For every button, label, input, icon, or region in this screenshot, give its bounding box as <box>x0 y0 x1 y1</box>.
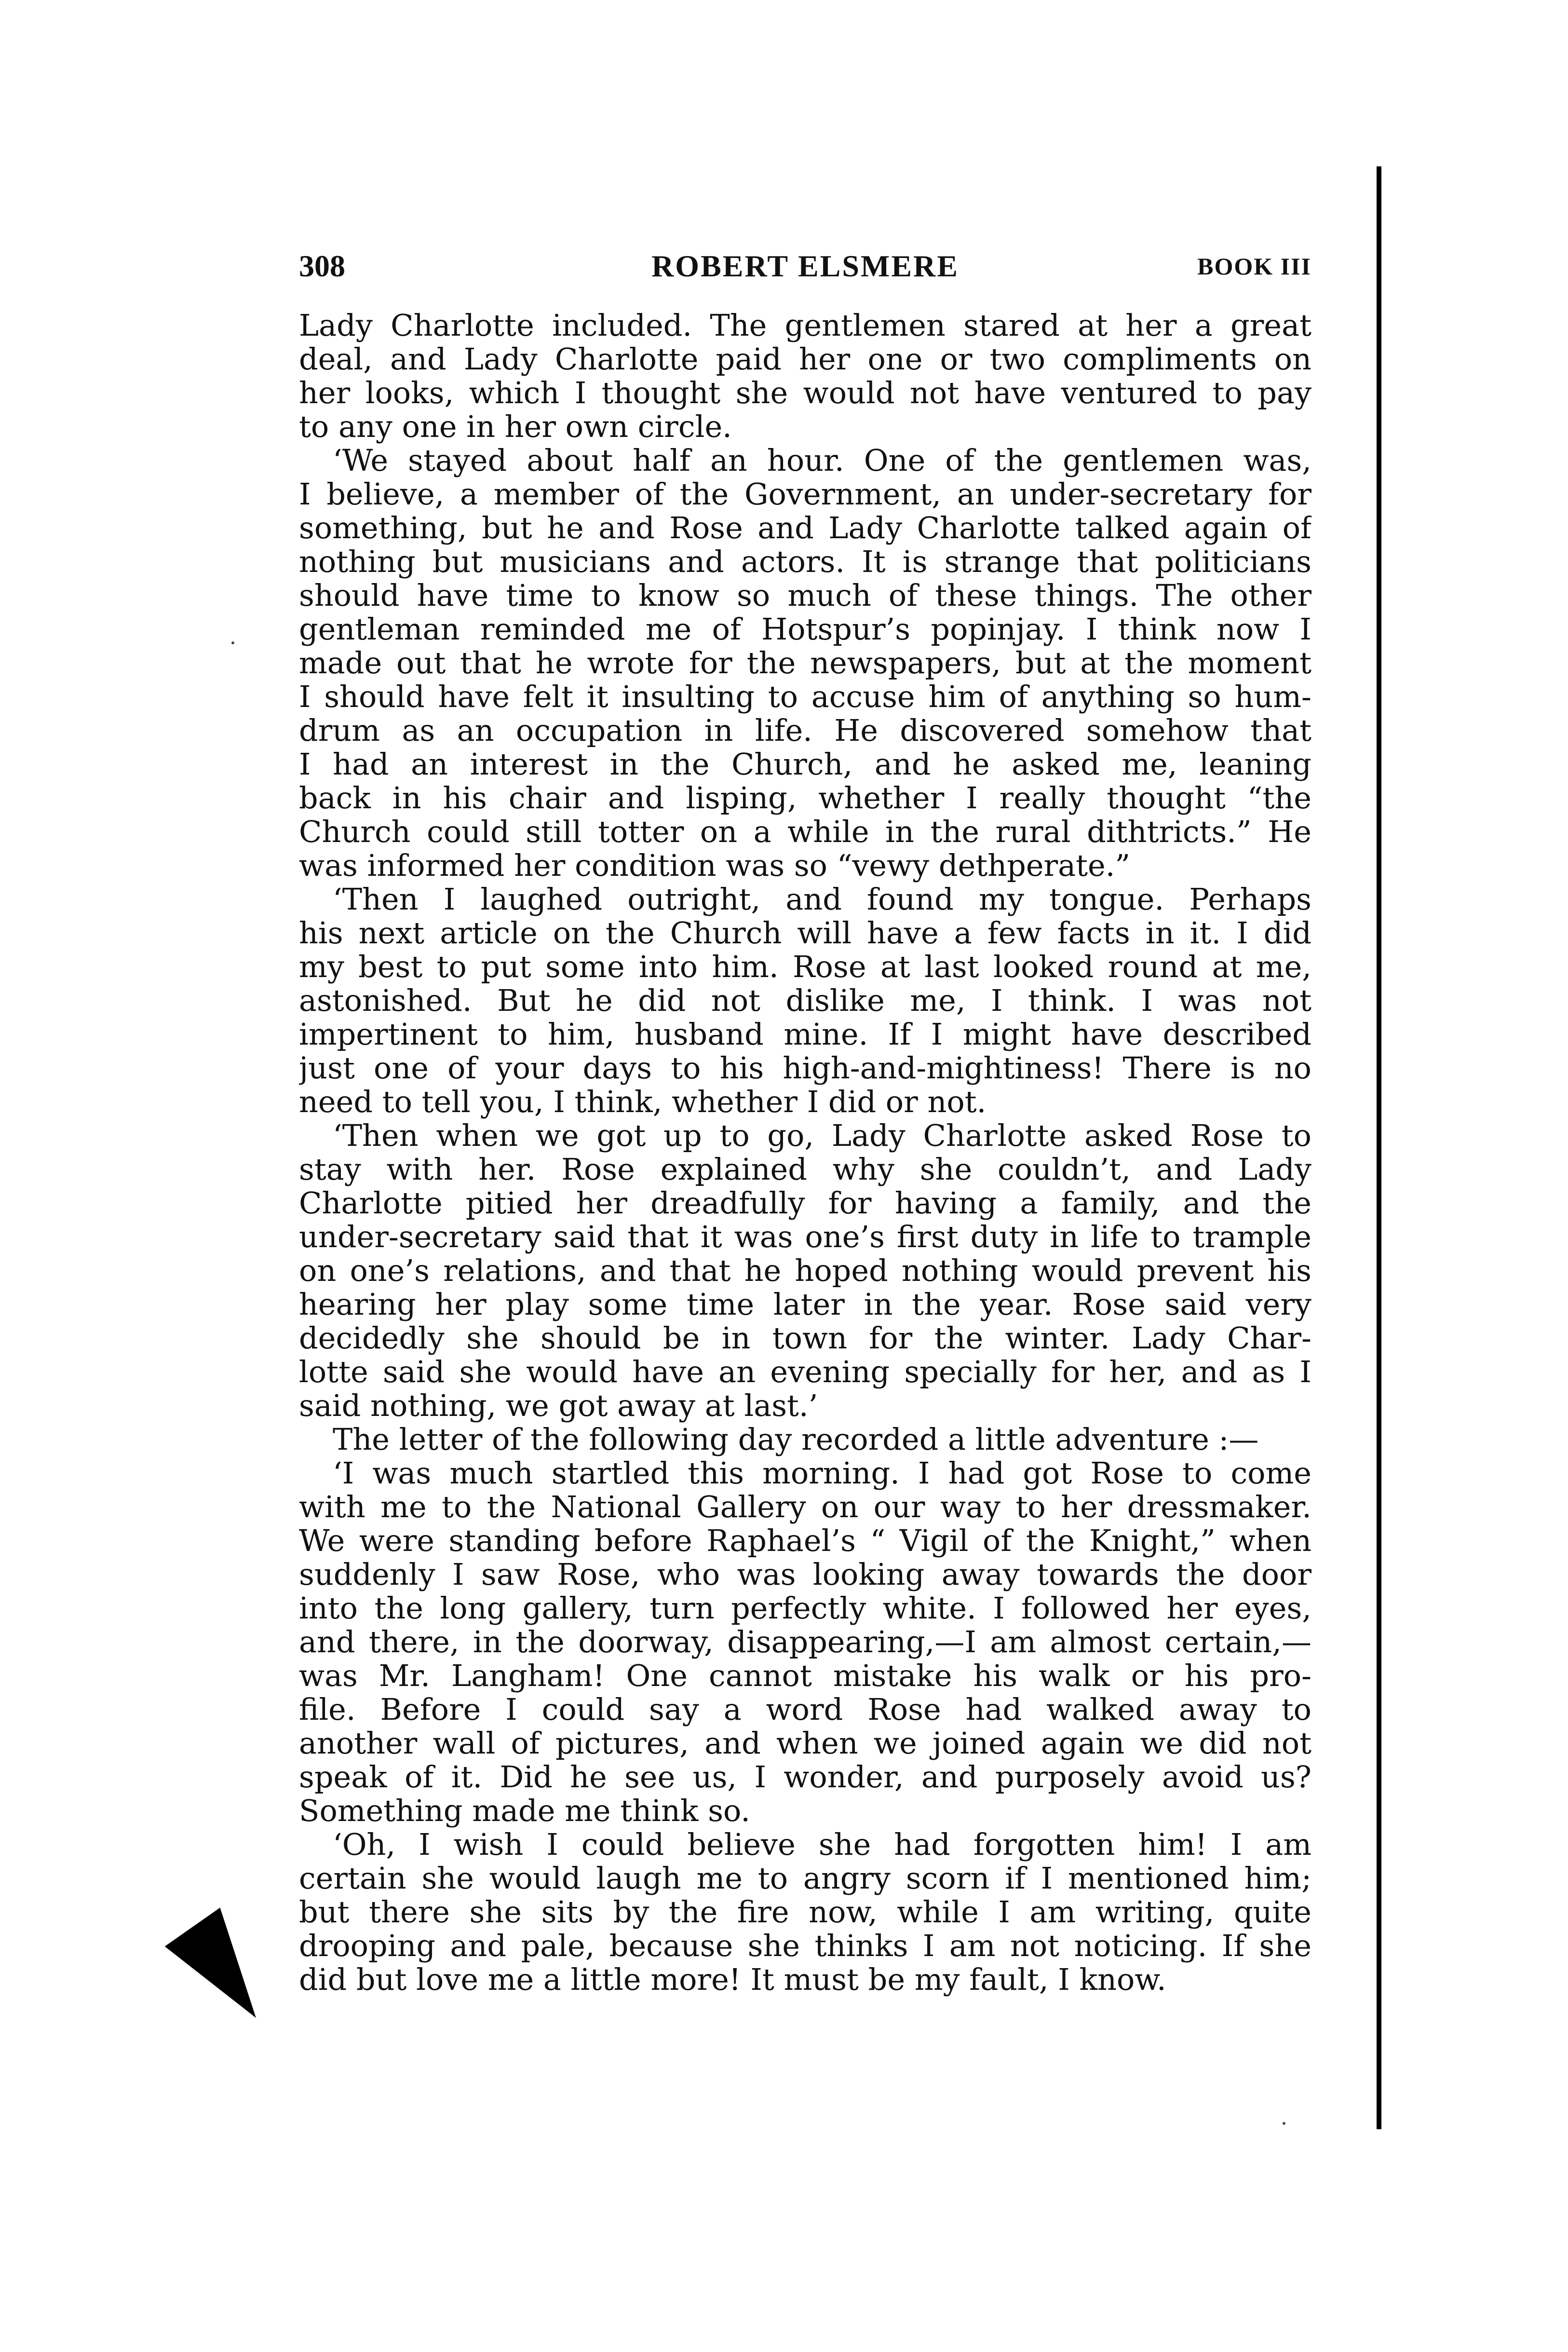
text-line: into the long gallery, turn perfectly white. I followed her eyes, <box>299 1591 1311 1625</box>
text-line: under-secretary said that it was one’s first duty in life to trample <box>299 1220 1311 1254</box>
text-line: I believe, a member of the Government, an under-secretary for <box>299 477 1311 511</box>
text-line: on one’s relations, and that he hoped nothing would prevent his <box>299 1254 1311 1288</box>
text-line: astonished. But he did not dislike me, I think. I was not <box>299 984 1311 1018</box>
text-line: should have time to know so much of these things. The other <box>299 579 1311 612</box>
text-line: ‘Then I laughed outright, and found my tongue. Perhaps <box>333 883 1311 916</box>
text-line: decidedly she should be in town for the winter. Lady Char- <box>299 1321 1311 1355</box>
text-line: The letter of the following day recorded a little adventure :— <box>333 1423 1259 1456</box>
text-line: nothing but musicians and actors. It is strange that politicians <box>299 545 1311 579</box>
text-line: back in his chair and lisping, whether I really thought “the <box>299 781 1311 815</box>
running-header <box>299 248 1311 287</box>
text-line: just one of your days to his high-and-mightiness! There is no <box>299 1051 1311 1085</box>
speck <box>231 641 234 644</box>
text-line: need to tell you, I think, whether I did or not. <box>299 1085 987 1119</box>
text-line: I had an interest in the Church, and he asked me, leaning <box>299 748 1311 781</box>
text-line: my best to put some into him. Rose at last looked round at me, <box>299 950 1311 984</box>
text-line: her looks, which I thought she would not have ventured to pay <box>299 376 1311 410</box>
text-line: lotte said she would have an evening specially for her, and as I <box>299 1355 1311 1389</box>
text-line: his next article on the Church will have a few facts in it. I did <box>299 916 1311 950</box>
page-number: 308 <box>299 249 345 283</box>
margin-mark <box>165 1908 284 2038</box>
text-line: did but love me a little more! It must be my fault, I know. <box>299 1963 1166 1997</box>
text-line: made out that he wrote for the newspapers, but at the moment <box>299 646 1311 680</box>
text-line: I should have felt it insulting to accuse him of anything so hum- <box>299 680 1311 714</box>
running-title: ROBERT ELSMERE <box>651 249 959 283</box>
text-line: and there, in the doorway, disappearing,—I am almost certain,— <box>299 1625 1311 1659</box>
text-line: impertinent to him, husband mine. If I might have described <box>299 1018 1311 1051</box>
text-line: gentleman reminded me of Hotspur’s popinjay. I think now I <box>299 612 1311 646</box>
text-line: file. Before I could say a word Rose had walked away to <box>299 1693 1311 1727</box>
text-line: ‘We stayed about half an hour. One of the gentlemen was, <box>333 444 1311 477</box>
text-line: speak of it. Did he see us, I wonder, and purposely avoid us? <box>299 1760 1311 1794</box>
text-line: deal, and Lady Charlotte paid her one or two compliments on <box>299 342 1311 376</box>
text-line: Something made me think so. <box>299 1794 750 1828</box>
text-line: Lady Charlotte included. The gentlemen stared at her a great <box>299 309 1311 342</box>
speck <box>1283 2122 1285 2125</box>
text-line: Charlotte pitied her dreadfully for having a family, and the <box>299 1186 1311 1220</box>
text-line: another wall of pictures, and when we joined again we did not <box>299 1727 1311 1760</box>
text-line: was informed her condition was so “vewy dethperate.” <box>299 849 1131 883</box>
text-line: but there she sits by the fire now, while I am writing, quite <box>299 1895 1311 1929</box>
text-line: ‘Then when we got up to go, Lady Charlotte asked Rose to <box>333 1119 1311 1153</box>
text-line: Church could still totter on a while in the rural dithtricts.” He <box>299 815 1311 849</box>
text-line: hearing her play some time later in the year. Rose said very <box>299 1288 1311 1321</box>
text-line: ‘Oh, I wish I could believe she had forgotten him! I am <box>333 1828 1311 1862</box>
text-line: was Mr. Langham! One cannot mistake his walk or his pro- <box>299 1659 1311 1693</box>
text-line: stay with her. Rose explained why she couldn’t, and Lady <box>299 1153 1311 1186</box>
page-edge-shadow <box>1377 166 1381 2129</box>
text-line: ‘I was much startled this morning. I had got Rose to come <box>333 1456 1311 1490</box>
text-line: with me to the National Gallery on our way to her dressmaker. <box>299 1490 1311 1524</box>
text-line: drum as an occupation in life. He discovered somehow that <box>299 714 1311 748</box>
text-line: suddenly I saw Rose, who was looking away towards the door <box>299 1558 1311 1591</box>
page-body-text <box>299 309 1311 1997</box>
text-line: We were standing before Raphael’s “ Vigil of the Knight,” when <box>299 1524 1311 1558</box>
text-line: said nothing, we got away at last.’ <box>299 1389 818 1423</box>
text-line: to any one in her own circle. <box>299 410 732 444</box>
text-line: something, but he and Rose and Lady Charlotte talked again of <box>299 511 1311 545</box>
book-label: BOOK III <box>1197 253 1311 280</box>
text-line: drooping and pale, because she thinks I am not noticing. If she <box>299 1929 1311 1963</box>
text-line: certain she would laugh me to angry scorn if I mentioned him; <box>299 1862 1311 1895</box>
